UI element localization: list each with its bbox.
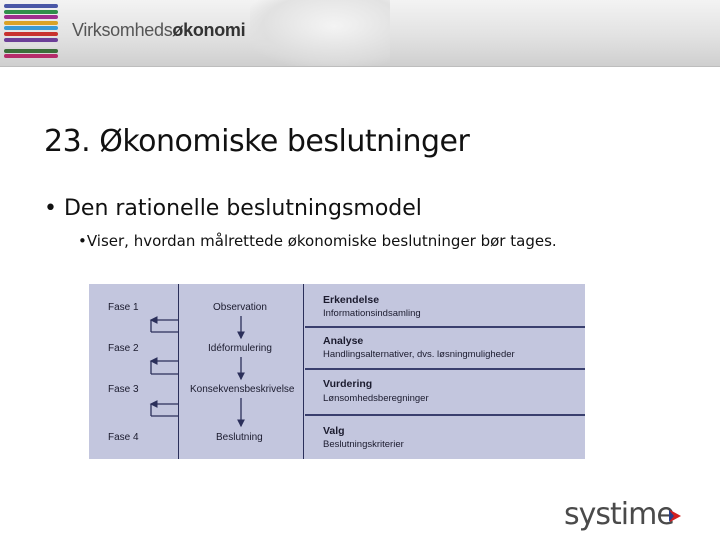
right-heading: Valg [323,425,345,437]
bullet-level1: • Den rationelle beslutningsmodel [44,196,422,221]
row-separator [305,368,585,370]
brand-prefix: Virksomheds [72,20,173,40]
stripe [4,4,58,8]
phase-label: Fase 2 [108,343,139,354]
flow-arrows [89,284,305,459]
brand-name [72,20,245,41]
stripe [4,32,58,36]
row-separator [305,414,585,416]
step-label: Konsekvensbeskrivelse [190,384,295,395]
stripe [4,26,58,30]
right-heading: Analyse [323,335,364,347]
step-label: Observation [213,302,267,313]
step-label: Beslutning [216,432,263,443]
systime-logo: systime [564,497,674,532]
logo-accent-icon [669,510,674,522]
right-heading: Vurdering [323,378,373,390]
right-sub: Informationsindsamling [323,308,421,319]
phase-label: Fase 3 [108,384,139,395]
stripes-logo [4,4,58,62]
phase-label: Fase 1 [108,302,139,313]
step-label: Idéformulering [208,343,272,354]
stripe [4,10,58,14]
header-banner [0,0,720,67]
right-sub: Beslutningskriterier [323,439,404,450]
stripe [4,15,58,19]
brand-suffix: økonomi [172,20,246,40]
slide-title: 23. Økonomiske beslutninger [44,124,470,159]
decision-model-diagram [89,284,585,459]
bullet-level2: •Viser, hvordan målrettede økonomiske beslutninger bør tages. [78,232,557,250]
phase-label: Fase 4 [108,432,139,443]
right-heading: Erkendelse [323,294,380,306]
stripe [4,49,58,53]
right-sub: Handlingsalternativer, dvs. løsningmuligheder [323,349,515,360]
stripe [4,43,58,47]
banner-photo [250,0,390,66]
right-sub: Lønsomhedsberegninger [323,393,429,404]
row-separator [305,326,585,328]
stripe [4,54,58,58]
stripe [4,21,58,25]
stripe [4,38,58,42]
